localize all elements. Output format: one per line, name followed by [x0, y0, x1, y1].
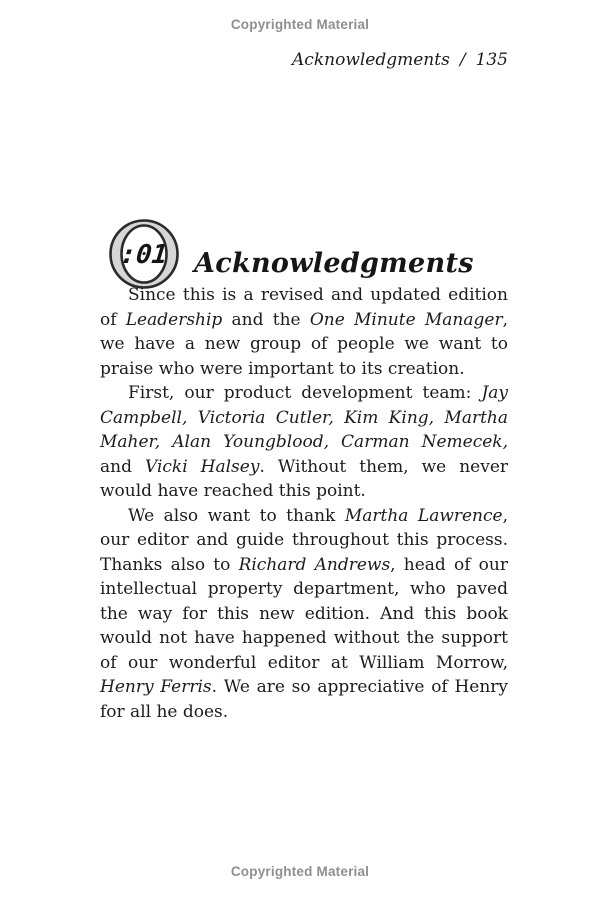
paragraph	[100, 504, 508, 725]
chapter-heading	[108, 218, 474, 290]
running-header-page-number: 135	[475, 50, 508, 70]
body-text-segment: , head of our intellectual property department, who paved the way for this new edition. And this book would not have happened without the support of our wonderful editor at William Morrow,	[100, 554, 508, 673]
copyright-watermark-top: Copyrighted Material	[230, 17, 370, 32]
copyright-watermark-bottom: Copyrighted Material	[230, 864, 370, 879]
paragraph	[100, 283, 508, 381]
paragraph	[100, 381, 508, 504]
body-paragraphs	[100, 283, 508, 724]
emphasized-text: Richard Andrews	[238, 554, 391, 575]
emphasized-text: Leadership	[125, 309, 223, 330]
clock-digits: :01	[118, 240, 169, 270]
emphasized-text: One Minute Manager	[309, 309, 503, 330]
body-text-segment: . Without them, we never would have reached this point.	[100, 456, 509, 501]
emphasized-text: Henry Ferris	[100, 677, 212, 697]
body-text-segment: and the	[222, 309, 310, 330]
emphasized-text: Vicki Halsey	[144, 456, 260, 477]
chapter-title: Acknowledgments	[194, 247, 474, 279]
body-text-segment: , we have a new group of people we want to praise who were important to its creation.	[100, 309, 508, 379]
running-header-chapter: Acknowledgments	[292, 50, 450, 70]
body-text-segment: . We are so appreciative of Henry for all he does.	[100, 677, 509, 722]
body-text-segment: First, our product development team:	[128, 383, 482, 403]
body-text-segment: and	[100, 456, 145, 477]
body-text-segment: Since this is a revised and updated edition of	[100, 285, 508, 330]
running-header-separator: /	[459, 50, 466, 70]
body-text-segment: We also want to thank	[128, 505, 345, 526]
running-header	[292, 50, 508, 70]
one-minute-clock-icon	[108, 218, 180, 290]
emphasized-text: Martha Lawrence	[344, 505, 503, 526]
body-text-segment: , our editor and guide throughout this process. Thanks also to	[100, 505, 508, 575]
emphasized-text: Jay Campbell, Victoria Cutler, Kim King, Martha Maher, Alan Youngblood, Carman Nemecek,	[100, 383, 508, 452]
